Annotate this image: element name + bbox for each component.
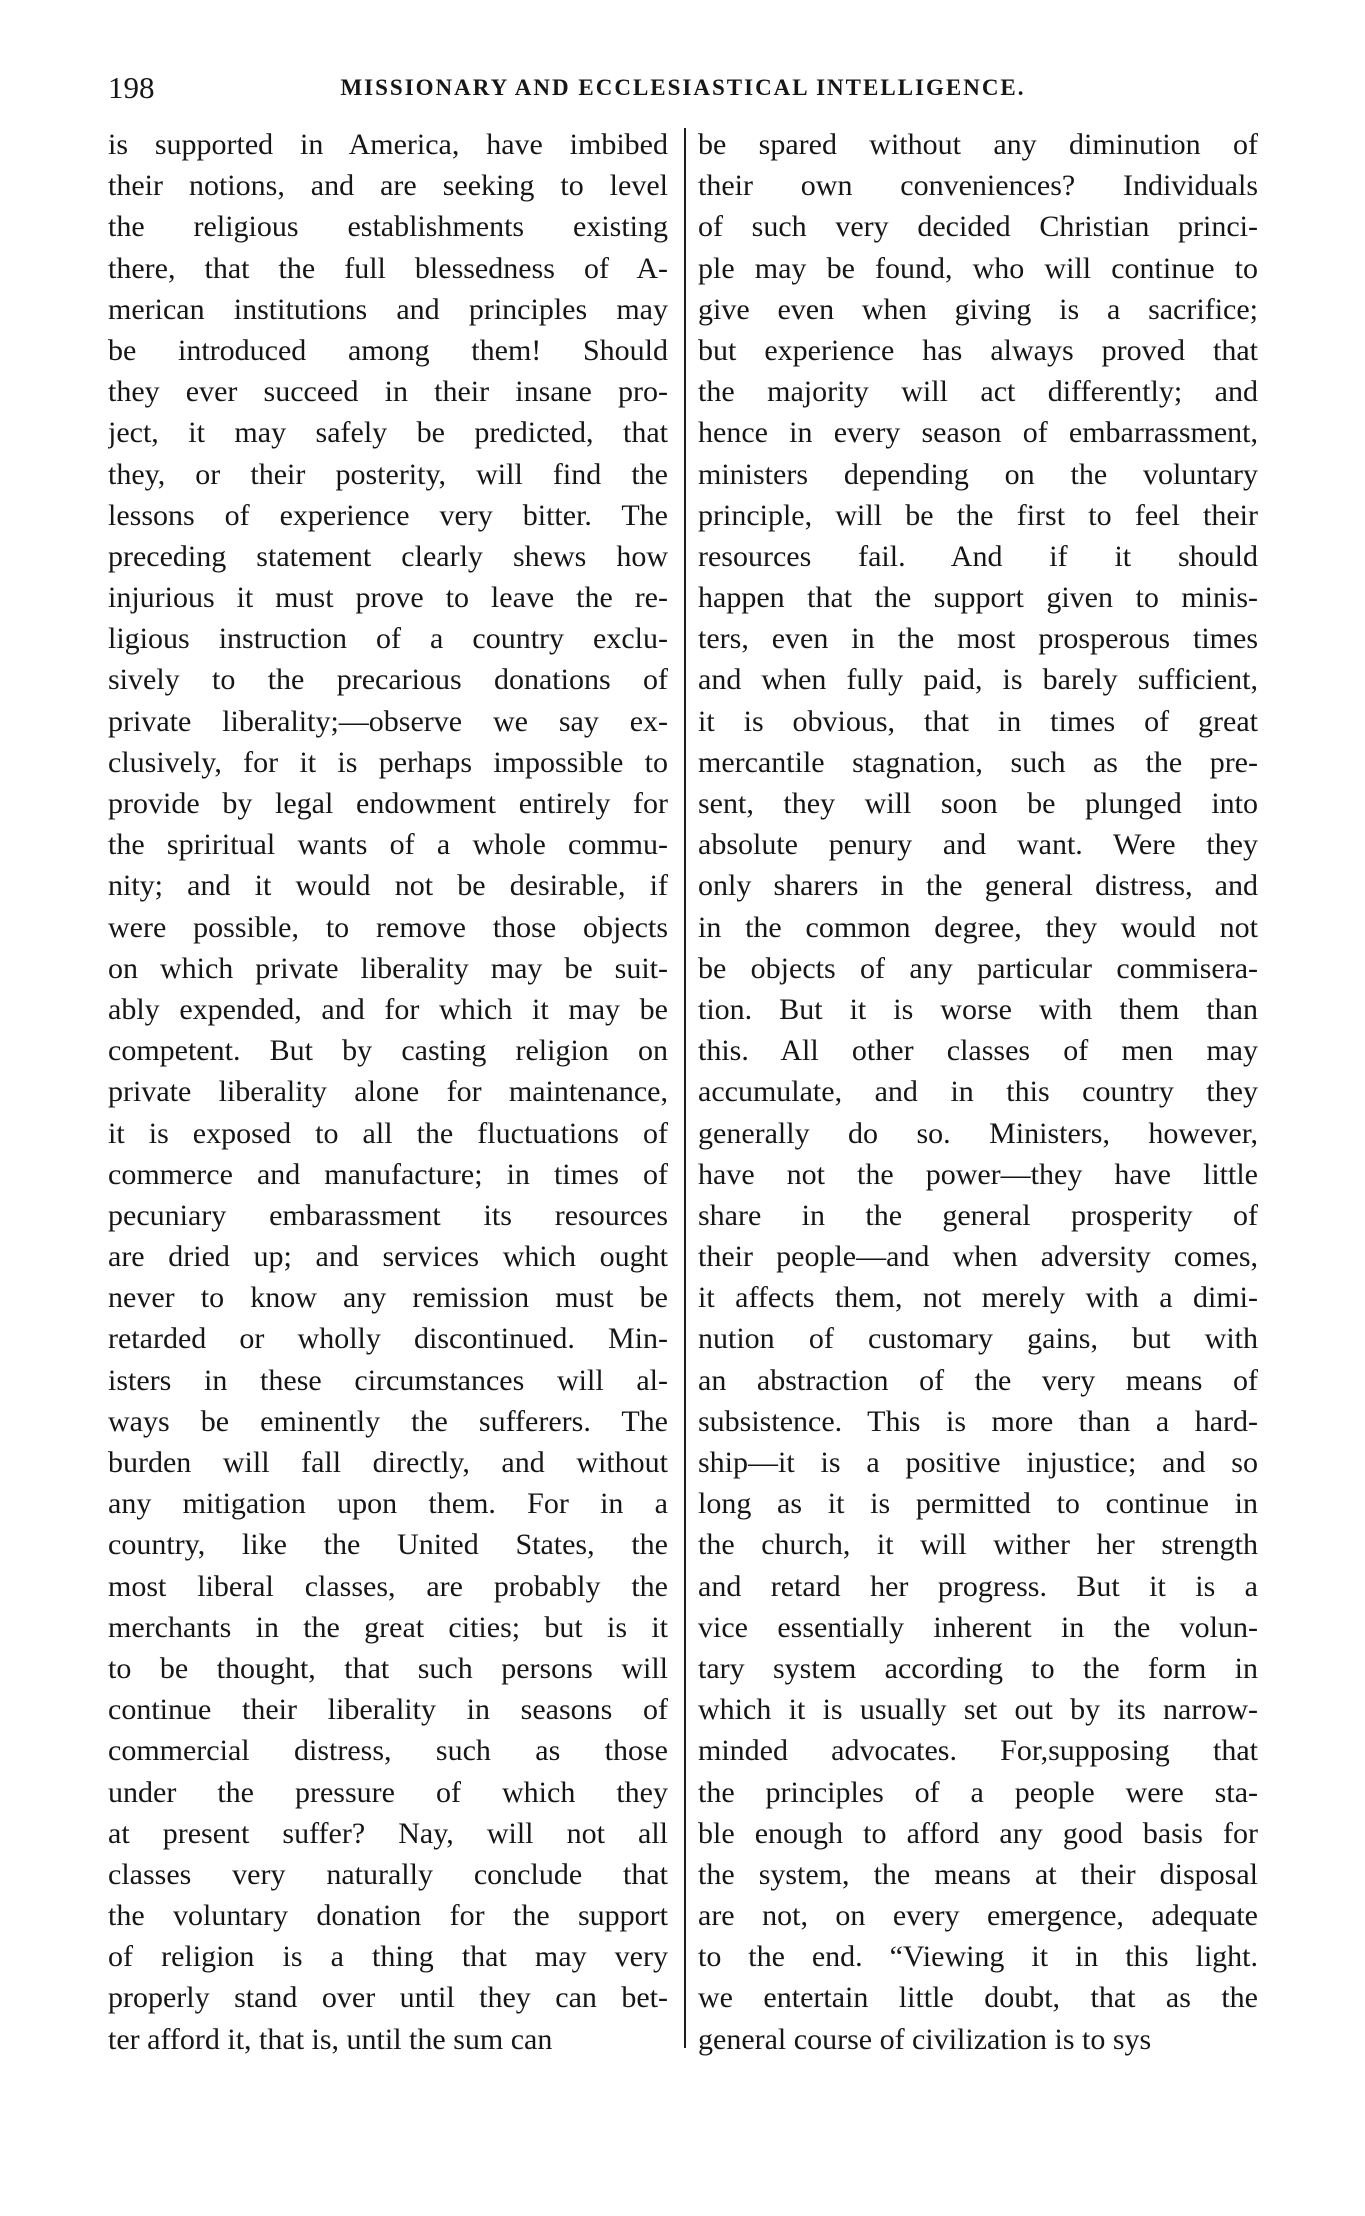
text-line: hence in every season of embarrassment, xyxy=(698,416,1258,450)
running-title: MISSIONARY AND ECCLESIASTICAL INTELLIGENCE. xyxy=(340,75,1026,100)
text-line: share in the general prosperity of xyxy=(698,1198,1258,1232)
text-line: the spriritual wants of a whole commu- xyxy=(108,828,668,862)
text-line: ble enough to afford any good basis for xyxy=(698,1816,1258,1850)
text-line: any mitigation upon them. For in a xyxy=(108,1487,668,1521)
text-line: be introduced among them! Should xyxy=(108,333,668,367)
text-line: be objects of any particular commisera- xyxy=(698,951,1258,985)
text-line: tary system according to the form in xyxy=(698,1651,1258,1685)
text-line: ably expended, and for which it may be xyxy=(108,992,668,1026)
text-line: preceding statement clearly shews how xyxy=(108,539,668,573)
text-line: we entertain little doubt, that as the xyxy=(698,1981,1258,2015)
text-line: general course of civilization is to sys xyxy=(698,2022,1152,2056)
text-line: isters in these circumstances will al- xyxy=(108,1363,668,1397)
text-line: is supported in America, have imbibed xyxy=(108,128,668,161)
text-line: were possible, to remove those objects xyxy=(108,910,668,944)
text-line: tion. But it is worse with them than xyxy=(698,992,1258,1026)
text-line: ministers depending on the voluntary xyxy=(698,457,1258,491)
text-line: there, that the full blessedness of A- xyxy=(108,251,668,285)
text-line: accumulate, and in this country they xyxy=(698,1075,1258,1109)
left-column xyxy=(108,124,668,2060)
text-line: but experience has always proved that xyxy=(698,333,1258,367)
text-line: merchants in the great cities; but is it xyxy=(108,1610,668,1644)
text-line: sively to the precarious donations of xyxy=(108,663,668,697)
text-line: minded advocates. For,supposing that xyxy=(698,1734,1258,1768)
text-line: their people—and when adversity comes, xyxy=(698,1240,1258,1274)
text-line: to be thought, that such persons will xyxy=(108,1651,668,1685)
text-line: it affects them, not merely with a dimi- xyxy=(698,1281,1258,1315)
text-line: happen that the support given to minis- xyxy=(698,581,1258,615)
text-line: to the end. “Viewing it in this light. xyxy=(698,1940,1258,1974)
text-line: be spared without any diminution of xyxy=(698,128,1258,161)
text-line: it is exposed to all the fluctuations of xyxy=(108,1116,668,1150)
text-line: of religion is a thing that may very xyxy=(108,1940,668,1974)
text-line: their own conveniences? Individuals xyxy=(698,169,1258,203)
text-line: commercial distress, such as those xyxy=(108,1734,668,1768)
text-line: at present suffer? Nay, will not all xyxy=(108,1816,668,1850)
text-line: in the common degree, they would not xyxy=(698,910,1258,944)
text-line: private liberality;—observe we say ex- xyxy=(108,704,668,738)
text-line: under the pressure of which they xyxy=(108,1775,668,1809)
text-line: commerce and manufacture; in times of xyxy=(108,1157,668,1191)
page-number: 198 xyxy=(108,70,155,105)
text-line: the religious establishments existing xyxy=(108,210,668,244)
text-line: subsistence. This is more than a hard- xyxy=(698,1404,1258,1438)
text-line: pecuniary embarassment its resources xyxy=(108,1198,668,1232)
text-line: never to know any remission must be xyxy=(108,1281,668,1315)
right-column xyxy=(698,124,1258,2060)
text-line: the majority will act differently; and xyxy=(698,375,1258,409)
text-line: the system, the means at their disposal xyxy=(698,1857,1258,1891)
text-line: nity; and it would not be desirable, if xyxy=(108,869,668,903)
text-line: an abstraction of the very means of xyxy=(698,1363,1258,1397)
text-line: it is obvious, that in times of great xyxy=(698,704,1258,738)
text-line: sent, they will soon be plunged into xyxy=(698,787,1258,820)
text-line: give even when giving is a sacrifice; xyxy=(698,292,1258,326)
text-line: the church, it will wither her strength xyxy=(698,1528,1258,1562)
text-line: continue their liberality in seasons of xyxy=(108,1693,668,1727)
text-line: retarded or wholly discontinued. Min- xyxy=(108,1322,668,1356)
text-line: only sharers in the general distress, and xyxy=(698,869,1258,903)
text-line: burden will fall directly, and without xyxy=(108,1446,668,1479)
text-line: on which private liberality may be suit- xyxy=(108,951,668,985)
text-line: private liberality alone for maintenance, xyxy=(108,1075,668,1109)
text-line: absolute penury and want. Were they xyxy=(698,828,1258,862)
text-line: mercantile stagnation, such as the pre- xyxy=(698,745,1258,779)
text-line: ligious instruction of a country exclu- xyxy=(108,622,668,656)
text-line: are dried up; and services which ought xyxy=(108,1240,668,1274)
text-line: ject, it may safely be predicted, that xyxy=(108,416,668,450)
text-line: merican institutions and principles may xyxy=(108,292,668,326)
text-line: generally do so. Ministers, however, xyxy=(698,1116,1258,1150)
text-line: clusively, for it is perhaps impossible to xyxy=(108,745,668,779)
text-line: this. All other classes of men may xyxy=(698,1034,1258,1068)
text-line: nution of customary gains, but with xyxy=(698,1322,1258,1356)
text-line: their notions, and are seeking to level xyxy=(108,169,668,203)
text-line: the principles of a people were sta- xyxy=(698,1775,1258,1809)
text-line: lessons of experience very bitter. The xyxy=(108,498,668,532)
text-line: long as it is permitted to continue in xyxy=(698,1487,1258,1521)
text-line: principle, will be the first to feel their xyxy=(698,498,1258,532)
text-line: of such very decided Christian princi- xyxy=(698,210,1258,244)
text-line: classes very naturally conclude that xyxy=(108,1857,668,1891)
text-line: ters, even in the most prosperous times xyxy=(698,622,1258,656)
text-line: country, like the United States, the xyxy=(108,1528,668,1562)
text-line: and when fully paid, is barely sufficient, xyxy=(698,663,1258,697)
text-line: injurious it must prove to leave the re- xyxy=(108,581,668,615)
text-line: most liberal classes, are probably the xyxy=(108,1569,668,1603)
text-line: resources fail. And if it should xyxy=(698,539,1258,573)
text-line: have not the power—they have little xyxy=(698,1157,1258,1191)
text-line: are not, on every emergence, adequate xyxy=(698,1899,1258,1933)
running-head xyxy=(108,66,1258,110)
text-line: ter afford it, that is, until the sum can xyxy=(108,2022,553,2056)
text-line: they, or their posterity, will find the xyxy=(108,457,668,491)
text-line: ple may be found, who will continue to xyxy=(698,251,1258,285)
text-line: provide by legal endowment entirely for xyxy=(108,787,668,820)
column-divider xyxy=(684,128,686,2048)
text-line: competent. But by casting religion on xyxy=(108,1034,668,1068)
text-line: ways be eminently the sufferers. The xyxy=(108,1404,668,1438)
text-line: vice essentially inherent in the volun- xyxy=(698,1610,1258,1644)
text-line: and retard her progress. But it is a xyxy=(698,1569,1258,1603)
text-line: which it is usually set out by its narrow- xyxy=(698,1693,1258,1727)
text-line: ship—it is a positive injustice; and so xyxy=(698,1446,1258,1479)
text-line: the voluntary donation for the support xyxy=(108,1899,668,1933)
text-line: they ever succeed in their insane pro- xyxy=(108,375,668,409)
text-line: properly stand over until they can bet- xyxy=(108,1981,668,2015)
